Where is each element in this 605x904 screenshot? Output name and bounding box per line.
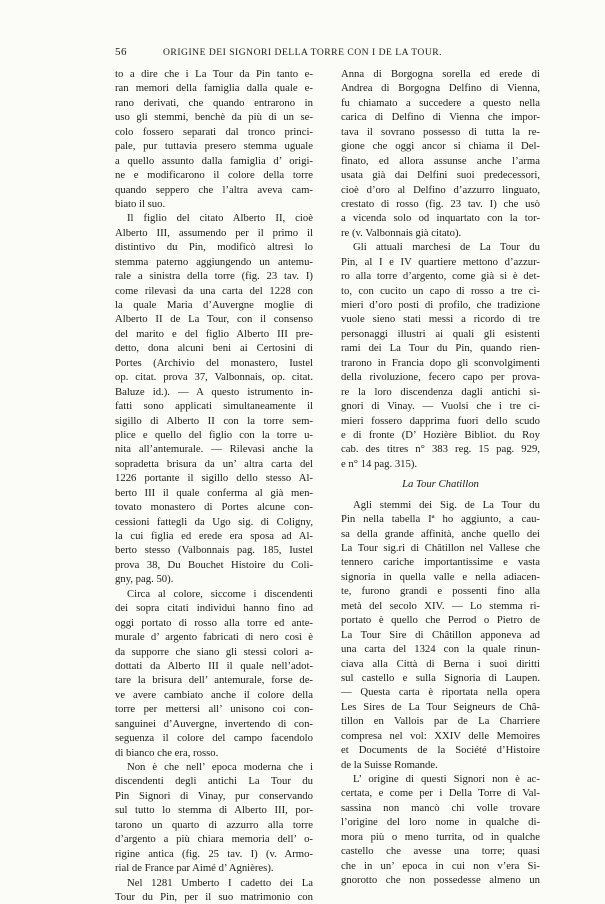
text-line: berto stesso (Valbonnais pag. 185, Iustel [115,544,313,557]
text-line: Tour du Pin, per il suo matrimonio con [115,890,313,903]
text-line: discendenti degli antichi La Tour du [115,775,313,788]
text-line: torre per mettersi all’ unisono coi con- [115,703,313,716]
text-line: uso gli stemmi, benchè da più di un se- [115,111,313,124]
text-line: et Documents de la Société d’Histoire [341,744,540,757]
text-line: sanguinei d’Auvergne, invertendo di con- [115,717,313,730]
text-line: signoria in quella valle e nella adiacen- [341,570,540,583]
text-line: Nel 1281 Umberto I cadetto dei La [127,876,313,889]
text-line: sul castello e sulla Signoria di Laupen. [341,671,540,684]
section-heading: La Tour Chatillon [402,478,479,491]
text-line: a quello assunto dalla famiglia d’ origi- [115,154,313,167]
text-line: sopradetta brisura da un’ altra carta del [115,457,313,470]
text-line: e n° 14 pag. 315). [341,457,418,470]
text-line: tovato monastero di Portes alcune con- [115,501,313,514]
text-line: tarono un quarto di azzurro alla torre [115,818,313,831]
text-line: fatti sono applicati simultaneamente il [115,400,313,413]
text-line: dei sopra citati individui hanno fino ad [115,602,313,615]
text-line: stemma paterno aggiungendo un antemu- [115,255,313,268]
text-line: mieri fossero dapprima fuori dello scudo [341,414,540,427]
text-line: Gli attuali marchesi de La Tour du [353,241,540,254]
text-line: da supporre che siano gli stessi colori a- [115,645,313,658]
text-line: di bianco che era, rosso. [115,746,219,759]
text-line: prova 38, Du Bouchet Histoire du Coli- [115,558,313,571]
right-text-column [341,67,540,888]
text-line: Non è che nell’ epoca moderna che i [127,761,313,773]
text-line: tare la brisura dell’ antemurale, forse de- [115,674,313,687]
left-text-column [115,67,313,904]
text-line: op. citat. prova 37, Valbonnais, op. citat. [115,371,313,384]
text-line: Il figlio del citato Alberto II, cioè [127,212,313,225]
text-line: murale d’ argento fabricati di nero così è [115,631,313,644]
text-line: e di fronte (D’ Hozière Bibliot. du Roy [341,428,540,441]
text-line: Portes (Archivio del monastero, Iustel [115,356,313,369]
text-line: re (v. Valbonnais già citato). [341,226,462,239]
text-line: a vicenda solo od inquartato con la tor- [341,212,540,225]
text-line: la cui figlia ed erede era sposa ad Al- [115,530,313,542]
text-line: ran memori della famiglia dalla quale e- [115,82,313,95]
text-line: castello che avesse una torre; quasi [341,845,540,858]
text-line: rigine antica (fig. 25 tav. I) (v. Armo- [115,847,313,860]
text-line: gione che oggi ancor si chiama il Del- [341,140,540,153]
text-line: Agli stemmi dei Sig. de La Tour du [353,498,540,511]
text-line: Anna di Borgogna sorella ed erede di [341,68,540,80]
text-line: pale, pur tuttavia presero stemma uguale [115,140,313,153]
text-line: to a dire che i La Tour da Pin tanto e- [115,68,313,80]
text-line: d’argento a più chiara memoria dell’ o- [115,833,313,846]
text-line: Alberto III, assumendo per il primo il [115,226,313,239]
text-line: dottati da Alberto III il quale nell’adot- [115,659,313,672]
text-line: che in un’ epoca in cui non v’era Si- [341,859,540,872]
text-line: mora più o meno turrita, od in qualche [341,830,540,843]
text-line: metà del secolo XIV. — Lo stemma ri- [341,599,540,612]
text-line: rial de France par Aimé d’ Agnières). [115,862,274,875]
text-line: mieri d’oro posti di profilo, che tradizione [341,299,540,311]
text-line: ve avere cambiato anche il colore della [115,688,313,701]
text-line: ne e modificarono il colore della torre [115,169,313,182]
text-line: portato è quello che Perrod o Pietro de [341,614,540,627]
text-line: fu chiamato a succedere a questo nella [341,96,540,109]
text-line: Andrea di Borgogna Delfino di Vienna, [341,82,540,95]
text-line: Les Sires de La Tour Seigneurs de Châ- [341,700,540,713]
text-line: tennero cariche importantissime e vasta [341,556,540,569]
text-line: l’origine del loro nome in qualche di- [341,816,540,829]
text-line: — Questa carta è riportata nella opera [341,686,540,699]
text-line: sa della grande affinità, anche quello dei [341,527,540,540]
text-line: La Tour Sire di Châtillon apponeva ad [341,628,540,641]
text-line: rano derivati, che quando entrarono in [115,96,313,109]
text-line: gnori di Vinay. — Vuolsi che i tre ci- [341,400,540,413]
text-line: Pin Signori di Vinay, pur conservando [115,789,313,802]
text-line: colo fossero separati dal tronco princi- [115,125,313,138]
text-line: Pin nella tabella Iª ho aggiunto, a cau- [341,513,540,526]
text-line: cab. des titres n° 383 reg. 15 pag. 929, [341,443,540,456]
text-line: una carta del 1324 con la quale rinun- [341,643,540,656]
text-line: vuole sieno stati messi a ricordo di tre [341,313,540,326]
text-line: nita all’antemurale. — Rilevasi anche la [115,443,313,456]
text-line: detto, dona alcuni beni ai Certosini di [115,342,313,355]
text-line: oggi portato di rosso alla torre ed ante- [115,616,313,629]
text-line: Baluze id.). — A questo istrumento in- [115,385,313,398]
text-line: finato, ed allora assunse anche l’arma [341,154,540,167]
running-title: ORIGINE DEI SIGNORI DELLA TORRE CON I DE LA TOUR. [163,47,443,58]
text-line: tillon en Vallois par de La Charriere [341,715,540,728]
text-line: come rilevasi da una carta del 1228 con [115,284,313,297]
text-line: to, con cucito un capo di rosso a tre ci- [341,284,540,297]
text-line: seguenza il colore del campo facendolo [115,732,313,745]
text-line: trarono in Francia dopo gli sconvolgimenti [341,356,540,369]
text-line: de la Suisse Romande. [341,758,438,771]
text-line: cessioni fattegli da Ugo sig. di Coligny, [115,515,313,528]
text-line: della rivoluzione, fecero capo per prova- [341,371,540,384]
text-line: usata già dai Delfini suoi predecessori, [341,169,540,182]
text-line: berto III il quale conferma al già men- [115,486,313,499]
text-line: sul tutto lo stemma di Alberto III, por- [115,804,313,817]
text-line: quando seppero che l’altra aveva cam- [115,183,313,196]
text-line: tava il sovrano possesso di tutta la re- [341,125,540,138]
text-line: sigillo di Alberto II con la torre sem- [115,414,313,427]
text-line: personaggi illustri ai quali gli esistenti [341,327,540,340]
text-line: certata, e come per i Della Torre di Val- [341,787,540,800]
text-line: del marito e del figlio Alberto III pre- [115,327,313,340]
text-line: 1226 portante il sigillo dello stesso Al- [115,472,313,485]
text-line: Pin, al I e IV quartiere mettono d’azzur- [341,255,540,268]
text-line: rami dei La Tour du Pin, quando rien- [341,342,540,355]
text-line: cioè d’oro al Delfino d’azzurro linguato, [341,183,540,196]
text-line: rale a sinistra della torre (fig. 23 tav. I) [115,270,313,283]
text-line: distintivo du Pin, modificò altresì lo [115,241,313,254]
text-line: Alberto II de La Tour, con il consenso [115,313,313,326]
text-line: gnorotto che non possedesse almeno un [341,874,540,887]
text-line: L’ origine di questi Signori non è ac- [353,773,540,785]
text-line: compresa nel vol: XXIV delle Memoires [341,729,540,742]
text-line: sassina non mancò chi volle trovare [341,801,540,814]
text-line: ciava alla Città di Berna i suoi diritti [341,657,540,670]
text-line: crestato di rosso (fig. 23 tav. I) che usò [341,197,540,210]
text-line: La Tour sig.ri di Châtillon nel Vallese che [341,542,540,554]
text-line: Circa al colore, siccome i discendenti [127,587,313,600]
text-line: te, furono grandi e possenti fino alla [341,585,540,598]
text-line: la quale Maria d’Auvergne moglie di [115,299,313,311]
running-header [115,46,495,62]
text-line: gny, pag. 50). [115,573,174,586]
text-line: biato il suo. [115,197,166,210]
text-line: carica di Delfino di Vienna che impor- [341,111,540,124]
text-line: re la loro discendenza dagli antichi si- [341,385,540,398]
page-number: 56 [115,46,127,58]
text-line: plice e quello del figlio con la torre u- [115,428,313,441]
text-line: ro alla torre d’argento, come già si è det- [341,270,540,283]
